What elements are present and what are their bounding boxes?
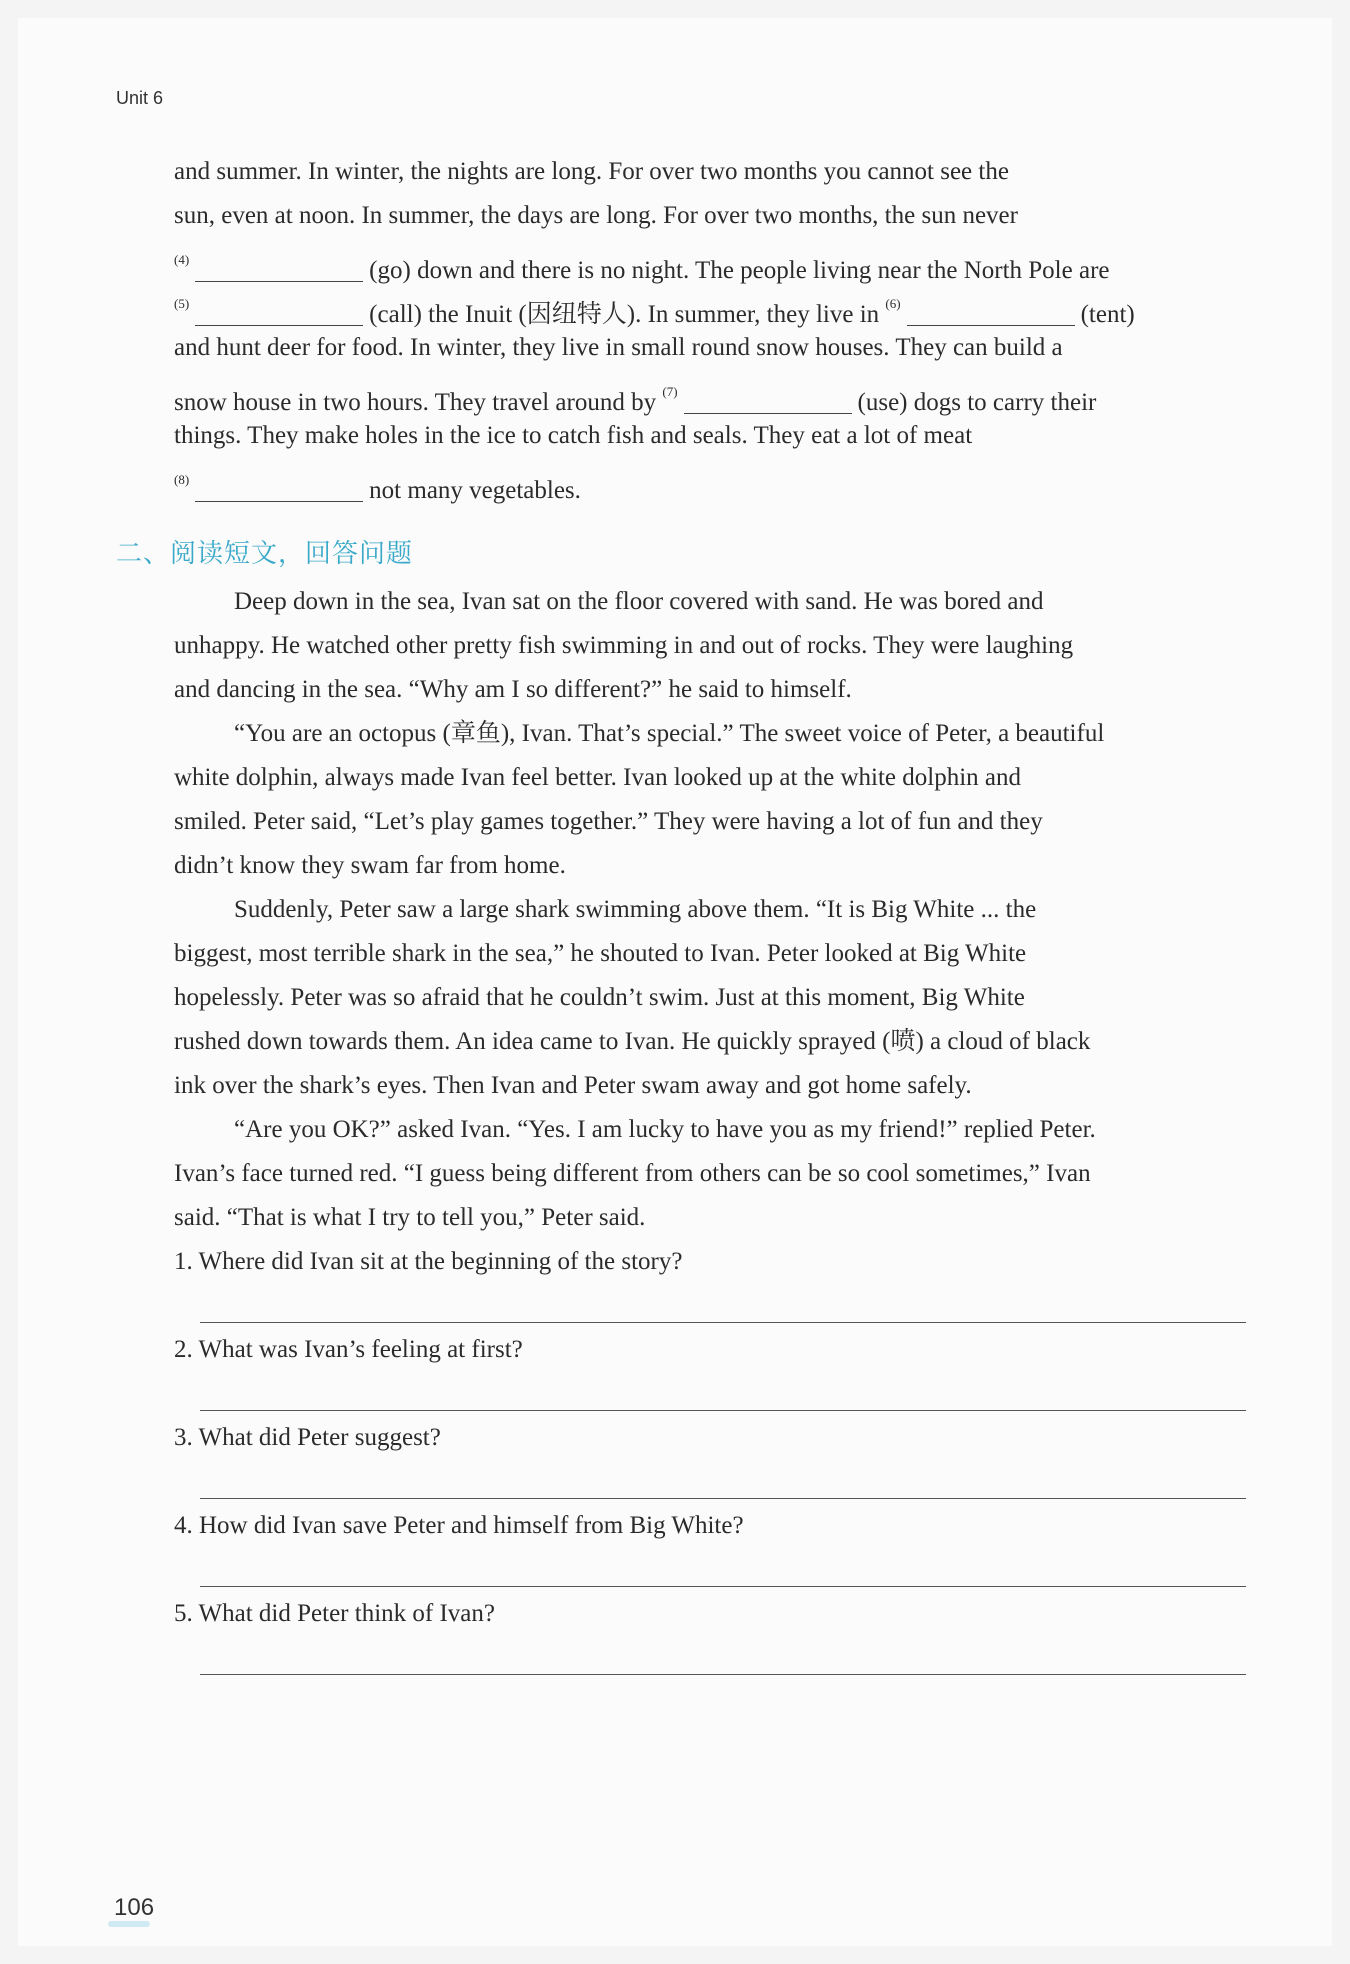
blank-5[interactable] <box>195 301 363 326</box>
section-heading: 二、阅读短文，回答问题 <box>116 539 414 569</box>
workbook-page <box>18 18 1332 1946</box>
blank-number-6: (6) <box>885 296 901 311</box>
answer-line-5[interactable] <box>200 1674 1246 1675</box>
story-line: said. “That is what I try to tell you,” Peter said. <box>174 1204 646 1231</box>
passage-line: sun, even at noon. In summer, the days are long. For over two months, the sun never <box>174 202 1018 229</box>
passage-line: and hunt deer for food. In winter, they live in small round snow houses. They can build a <box>174 334 1063 361</box>
answer-line-1[interactable] <box>200 1322 1246 1323</box>
passage-line: $^{(5)}$ (call) the Inuit (因纽特人). In summer, they live in $^{(6)}$ (tent) <box>174 296 1135 328</box>
question-1: 1. Where did Ivan sit at the beginning of the story? <box>174 1248 683 1275</box>
question-3: 3. What did Peter suggest? <box>174 1424 441 1451</box>
story-line: Ivan’s face turned red. “I guess being different from others can be so cool sometimes,” Ivan <box>174 1160 1091 1187</box>
blank-number-7: (7) <box>662 384 678 399</box>
story-line: biggest, most terrible shark in the sea,” he shouted to Ivan. Peter looked at Big White <box>174 940 1027 967</box>
passage-line: snow house in two hours. They travel around by $^{(7)}$ (use) dogs to carry their <box>174 384 1097 416</box>
story-line: rushed down towards them. An idea came to Ivan. He quickly sprayed (喷) a cloud of black <box>174 1028 1091 1055</box>
answer-line-2[interactable] <box>200 1410 1246 1411</box>
story-line: “You are an octopus (章鱼), Ivan. That’s special.” The sweet voice of Peter, a beautiful <box>234 720 1105 747</box>
story-text <box>174 580 1244 1240</box>
passage-line: $^{(8)}$ not many vegetables. <box>174 472 581 504</box>
passage-continuation <box>174 150 1244 502</box>
blank-7[interactable] <box>684 389 852 414</box>
answer-line-3[interactable] <box>200 1498 1246 1499</box>
blank-number-8: (8) <box>174 472 190 487</box>
story-line: didn’t know they swam far from home. <box>174 852 566 879</box>
passage-line: and summer. In winter, the nights are long. For over two months you cannot see the <box>174 158 1009 185</box>
page-number: 106 <box>114 1894 155 1921</box>
story-line: unhappy. He watched other pretty fish swimming in and out of rocks. They were laughing <box>174 632 1074 659</box>
blank-number-5: (5) <box>174 296 190 311</box>
blank-4[interactable] <box>195 257 363 282</box>
story-line: ink over the shark’s eyes. Then Ivan and Peter swam away and got home safely. <box>174 1072 972 1099</box>
passage-line: $^{(4)}$ (go) down and there is no night. The people living near the North Pole are <box>174 252 1110 284</box>
blank-8[interactable] <box>195 477 363 502</box>
question-5: 5. What did Peter think of Ivan? <box>174 1600 495 1627</box>
answer-line-4[interactable] <box>200 1586 1246 1587</box>
story-line: white dolphin, always made Ivan feel better. Ivan looked up at the white dolphin and <box>174 764 1021 791</box>
blank-number-4: (4) <box>174 252 190 267</box>
question-2: 2. What was Ivan’s feeling at first? <box>174 1336 523 1363</box>
story-line: “Are you OK?” asked Ivan. “Yes. I am lucky to have you as my friend!” replied Peter. <box>234 1116 1096 1143</box>
story-line: smiled. Peter said, “Let’s play games together.” They were having a lot of fun and they <box>174 808 1043 835</box>
story-line: Suddenly, Peter saw a large shark swimming above them. “It is Big White ... the <box>234 896 1037 923</box>
unit-label: Unit 6 <box>116 88 164 108</box>
story-line: hopelessly. Peter was so afraid that he couldn’t swim. Just at this moment, Big White <box>174 984 1025 1011</box>
passage-line: things. They make holes in the ice to catch fish and seals. They eat a lot of meat <box>174 422 973 449</box>
question-4: 4. How did Ivan save Peter and himself from Big White? <box>174 1512 744 1539</box>
blank-6[interactable] <box>907 301 1075 326</box>
story-line: and dancing in the sea. “Why am I so different?” he said to himself. <box>174 676 852 703</box>
story-line: Deep down in the sea, Ivan sat on the floor covered with sand. He was bored and <box>234 588 1044 615</box>
